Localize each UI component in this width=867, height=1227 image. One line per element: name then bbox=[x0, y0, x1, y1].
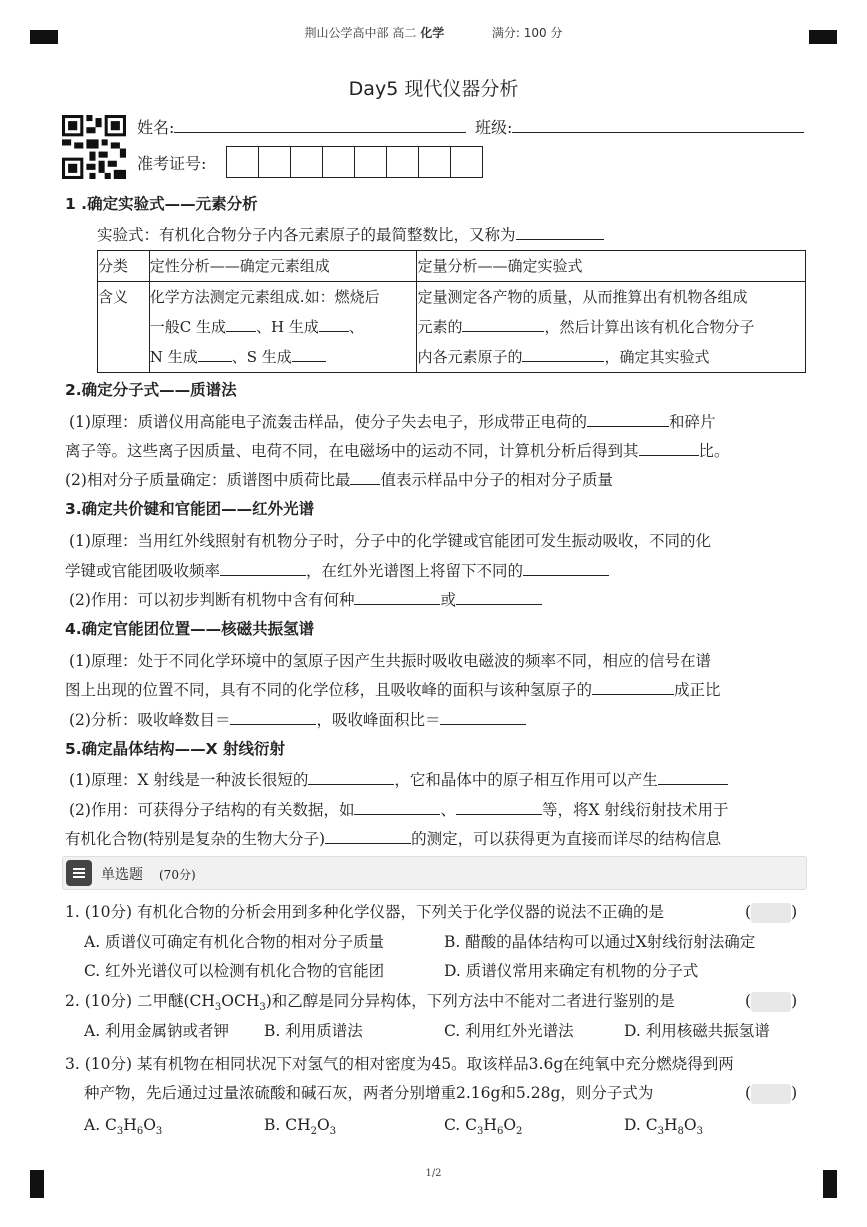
class-field[interactable] bbox=[475, 118, 804, 138]
id-boxes[interactable] bbox=[226, 146, 483, 178]
s3-line2: 学键或官能团吸收频率 ，在红外光谱图上将留下不同的 bbox=[65, 561, 609, 581]
q1-option-b[interactable]: B. 醋酸的晶体结构可以通过X射线衍射法确定 bbox=[444, 933, 756, 951]
table-cell: 含义 bbox=[98, 282, 150, 373]
class-label: 班级: bbox=[475, 118, 513, 137]
table-cell: 定量测定各产物的质量，从而推算出有机物各组成 元素的 ，然后计算出该有机化合物分子 内各元素原子的 ，确定其实验式 bbox=[417, 282, 806, 373]
table-cell: 化学方法测定元素组成.如：燃烧后 一般C 生成 、H 生成 、 N 生成 、S 生成 bbox=[149, 282, 417, 373]
q2-option-b[interactable]: B. 利用质谱法 bbox=[264, 1022, 363, 1040]
name-blank[interactable] bbox=[174, 118, 466, 133]
s1-line1: 实验式：有机化合物分子内各元素原子的最简整数比，又称为 bbox=[97, 225, 604, 245]
header-school: 荆山公学高中部 高二 bbox=[304, 26, 417, 40]
s5-heading: 5.确定晶体结构——X 射线衍射 bbox=[65, 740, 286, 758]
s4-line1: (1)原理：处于不同化学环境中的氢原子因产生共振时吸收电磁波的频率不同，相应的信号在谱 bbox=[69, 652, 711, 670]
page-header bbox=[0, 24, 867, 41]
s2-line2: 离子等。这些离子因质量、电荷不同，在电磁场中的运动不同，计算机分析后得到其 比。 bbox=[65, 442, 730, 460]
s5-line3: 有机化合物(特别是复杂的生物大分子) 的测定，可以获得更为直接而详尽的结构信息 bbox=[65, 830, 722, 848]
q1-option-a[interactable]: A. 质谱仪可确定有机化合物的相对分子质量 bbox=[84, 933, 385, 951]
s4-line2: 图上出现的位置不同，具有不同的化学位移，且吸收峰的面积与该种氢原子的 成正比 bbox=[65, 681, 721, 699]
name-field[interactable] bbox=[137, 118, 466, 138]
table-header: 定性分析——确定元素组成 bbox=[149, 251, 417, 282]
q2-option-a[interactable]: A. 利用金属钠或者钾 bbox=[84, 1022, 230, 1040]
s2-line3: (2)相对分子质量确定：质谱图中质荷比最 值表示样品中分子的相对分子质量 bbox=[65, 471, 613, 489]
section-points: (70分) bbox=[159, 868, 196, 882]
s1-heading: 1 .确定实验式——元素分析 bbox=[65, 195, 258, 213]
q3-line2: 种产物，先后通过过量浓硫酸和碱石灰，两者分别增重2.16g和5.28g，则分子式为 bbox=[84, 1084, 654, 1102]
s5-line2: (2)作用：可获得分子结构的有关数据，如 、 等，将X 射线衍射技术用于 bbox=[69, 801, 729, 819]
s2-heading: 2.确定分子式——质谱法 bbox=[65, 381, 237, 399]
s4-heading: 4.确定官能团位置——核磁共振氢谱 bbox=[65, 620, 315, 638]
q3-option-d[interactable]: D. $C_3H_8O_3$ bbox=[624, 1116, 703, 1138]
id-label: 准考证号: bbox=[137, 154, 207, 173]
q3-option-a[interactable]: A. $C_3H_6O_3$ bbox=[84, 1116, 163, 1138]
header-subject: 化学 bbox=[420, 26, 445, 40]
s3-line1: (1)原理：当用红外线照射有机物分子时，分子中的化学键或官能团可发生振动吸收，不同的化 bbox=[69, 532, 711, 550]
s5-line1: (1)原理：X 射线是一种波长很短的 ，它和晶体中的原子相互作用可以产生 bbox=[69, 770, 728, 790]
q2-stem: 2. (10分) 二甲醚$(CH_3OCH_3)$和乙醇是同分异构体，下列方法中不能对二者进行鉴别的是 bbox=[65, 992, 675, 1014]
qr-code-icon bbox=[62, 115, 126, 179]
s3-heading: 3.确定共价键和官能团——红外光谱 bbox=[65, 500, 315, 518]
section-bar-single-choice bbox=[62, 856, 807, 890]
s4-line3: (2)分析：吸收峰数目＝ ，吸收峰面积比＝ bbox=[69, 710, 526, 730]
header-score: 满分: 100 分 bbox=[491, 26, 563, 40]
q1-option-d[interactable]: D. 质谱仪常用来确定有机物的分子式 bbox=[444, 962, 699, 980]
q2-option-c[interactable]: C. 利用红外光谱法 bbox=[444, 1022, 574, 1040]
q1-stem: 1. (10分) 有机化合物的分析会用到多种化学仪器，下列关于化学仪器的说法不正确的是 bbox=[65, 903, 664, 921]
name-label: 姓名: bbox=[137, 118, 175, 137]
list-icon bbox=[66, 860, 92, 886]
q2-option-d[interactable]: D. 利用核磁共振氢谱 bbox=[624, 1022, 770, 1040]
q1-option-c[interactable]: C. 红外光谱仪可以检测有机化合物的官能团 bbox=[84, 962, 385, 980]
class-blank[interactable] bbox=[512, 118, 804, 133]
q1-paren[interactable]: ( ) bbox=[745, 903, 798, 921]
page-title: Day5 现代仪器分析 bbox=[348, 78, 519, 100]
q3-paren[interactable]: ( ) bbox=[745, 1084, 798, 1102]
q3-option-c[interactable]: C. $C_3H_6O_2$ bbox=[444, 1116, 523, 1138]
analysis-table bbox=[97, 250, 806, 373]
page-number: 1/2 bbox=[425, 1168, 442, 1179]
section-label: 单选题 bbox=[101, 867, 143, 883]
s2-line1: (1)原理：质谱仪用高能电子流轰击样品，使分子失去电子，形成带正电荷的 和碎片 bbox=[69, 413, 716, 431]
table-header: 定量分析——确定实验式 bbox=[417, 251, 806, 282]
s3-line3: (2)作用：可以初步判断有机物中含有何种 或 bbox=[69, 590, 542, 610]
table-header: 分类 bbox=[98, 251, 150, 282]
q2-paren[interactable]: ( ) bbox=[745, 992, 798, 1010]
q3-option-b[interactable]: B. $CH_2O_3$ bbox=[264, 1116, 337, 1138]
q3-line1: 3. (10分) 某有机物在相同状况下对氢气的相对密度为45。取该样品3.6g在纯氧中充分燃烧得到两 bbox=[65, 1055, 734, 1073]
